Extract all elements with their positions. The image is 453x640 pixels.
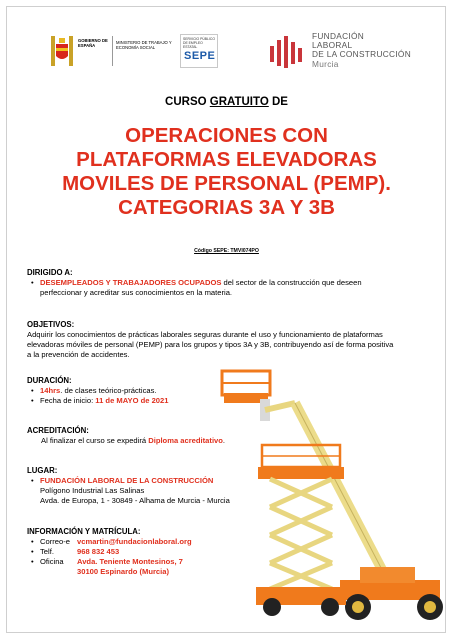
objetivos-line-1: Adquirir los conocimientos de prácticas laborales seguras durante el uso y funcionamiento de plataformas	[27, 330, 383, 339]
bullet-icon: •	[31, 557, 34, 566]
dirigido-item	[27, 278, 427, 298]
bullet-icon: •	[31, 547, 34, 556]
phone-number[interactable]: 968 832 453	[77, 547, 120, 556]
duracion-hours-text: . de clases teórico-prácticas.	[60, 386, 157, 395]
diploma-label: Diploma acreditativo	[148, 436, 223, 445]
course-free-label: GRATUITO	[209, 96, 269, 108]
sepe-logo	[180, 34, 218, 68]
title-line-1: OPERACIONES CON	[125, 124, 328, 147]
start-date: 11 de MAYO de 2021	[95, 396, 169, 405]
flc-line-3: DE LA CONSTRUCCIÓN	[312, 49, 411, 60]
scissor-lift-image	[256, 445, 346, 616]
sepe-code: Código SEPE: TMVI074PO	[194, 248, 259, 254]
email-link[interactable]: vcmartin@fundacionlaboral.org	[77, 537, 192, 546]
office-address-1: Avda. Teniente Montesinos, 7	[77, 557, 183, 566]
lugar-line-2: Polígono Industrial Las Salinas	[40, 486, 145, 495]
objetivos-line-2: elevadoras móviles de personal (PEMP) para los grupos y tipos 3A y 3B, contribuyendo así de forma positiva	[27, 340, 394, 349]
contacto-heading: INFORMACIÓN Y MATRÍCULA:	[27, 527, 141, 536]
bullet-icon: •	[31, 396, 34, 405]
email-label: Correo-e	[40, 537, 70, 546]
duracion-heading: DURACIÓN:	[27, 376, 72, 385]
flc-name	[312, 32, 411, 69]
bullet-icon: •	[31, 386, 34, 395]
bullet-icon: •	[31, 278, 34, 287]
title-line-2: PLATAFORMAS ELEVADORAS	[76, 148, 377, 171]
lugar-line-3: Avda. de Europa, 1 - 30849 - Alhama de Murcia - Murcia	[40, 496, 230, 505]
acreditacion-heading: ACREDITACIÓN:	[27, 426, 89, 435]
dirigido-heading: DIRIGIDO A:	[27, 268, 73, 277]
flc-line-2: LABORAL	[312, 40, 353, 51]
course-title	[20, 124, 433, 220]
lugar-name: FUNDACIÓN LABORAL DE LA CONSTRUCCIÓN	[40, 476, 214, 485]
lift-machines-illustration	[200, 355, 453, 625]
sepe-full-name: SERVICIO PÚBLICO DE EMPLEO ESTATAL	[183, 37, 215, 49]
acreditacion-body: Al finalizar el curso se expedirá	[41, 436, 149, 445]
dirigido-highlight: DESEMPLEADOS Y TRABAJADORES OCUPADOS	[40, 278, 222, 287]
flc-region: Murcia	[312, 58, 339, 69]
phone-label: Telf.	[40, 547, 54, 556]
flc-bars-icon	[270, 36, 304, 68]
boom-lift-image	[222, 371, 443, 620]
office-address-2: 30100 Espinardo (Murcia)	[77, 567, 170, 576]
title-line-3: MOVILES DE PERSONAL (PEMP).	[62, 172, 391, 195]
sepe-acronym: SEPE	[184, 50, 216, 62]
lugar-heading: LUGAR:	[27, 466, 58, 475]
duracion-hours: 14hrs	[40, 386, 61, 395]
objetivos-heading: OBJETIVOS:	[27, 320, 75, 329]
government-logo	[50, 34, 218, 68]
ministry-name: MINISTERIO DE TRABAJO Y ECONOMÍA SOCIAL	[116, 40, 172, 50]
spain-crest-icon	[50, 34, 74, 68]
start-label: Fecha de inicio:	[40, 396, 96, 405]
course-prefix: CURSO	[165, 96, 210, 108]
logo-divider	[112, 36, 113, 66]
title-line-4: CATEGORIAS 3A Y 3B	[118, 196, 335, 219]
bullet-icon: •	[31, 537, 34, 546]
dirigido-text-1: del sector de la construcción que deseen	[221, 278, 362, 287]
acreditacion-end: .	[222, 436, 226, 445]
course-heading	[0, 96, 453, 108]
objetivos-line-3: a la prevención de accidentes.	[27, 350, 130, 359]
course-suffix: DE	[268, 96, 288, 108]
government-name: GOBIERNO DE ESPAÑA	[78, 38, 108, 48]
section-objetivos	[27, 320, 437, 360]
office-label: Oficina	[40, 557, 64, 566]
bullet-icon: •	[31, 476, 34, 485]
dirigido-text-2: perfeccionar y acreditar sus conocimientos en la materia.	[40, 288, 233, 297]
fundacion-laboral-logo	[270, 32, 420, 72]
flc-line-1: FUNDACIÓN	[312, 31, 365, 41]
section-dirigido	[27, 268, 427, 298]
